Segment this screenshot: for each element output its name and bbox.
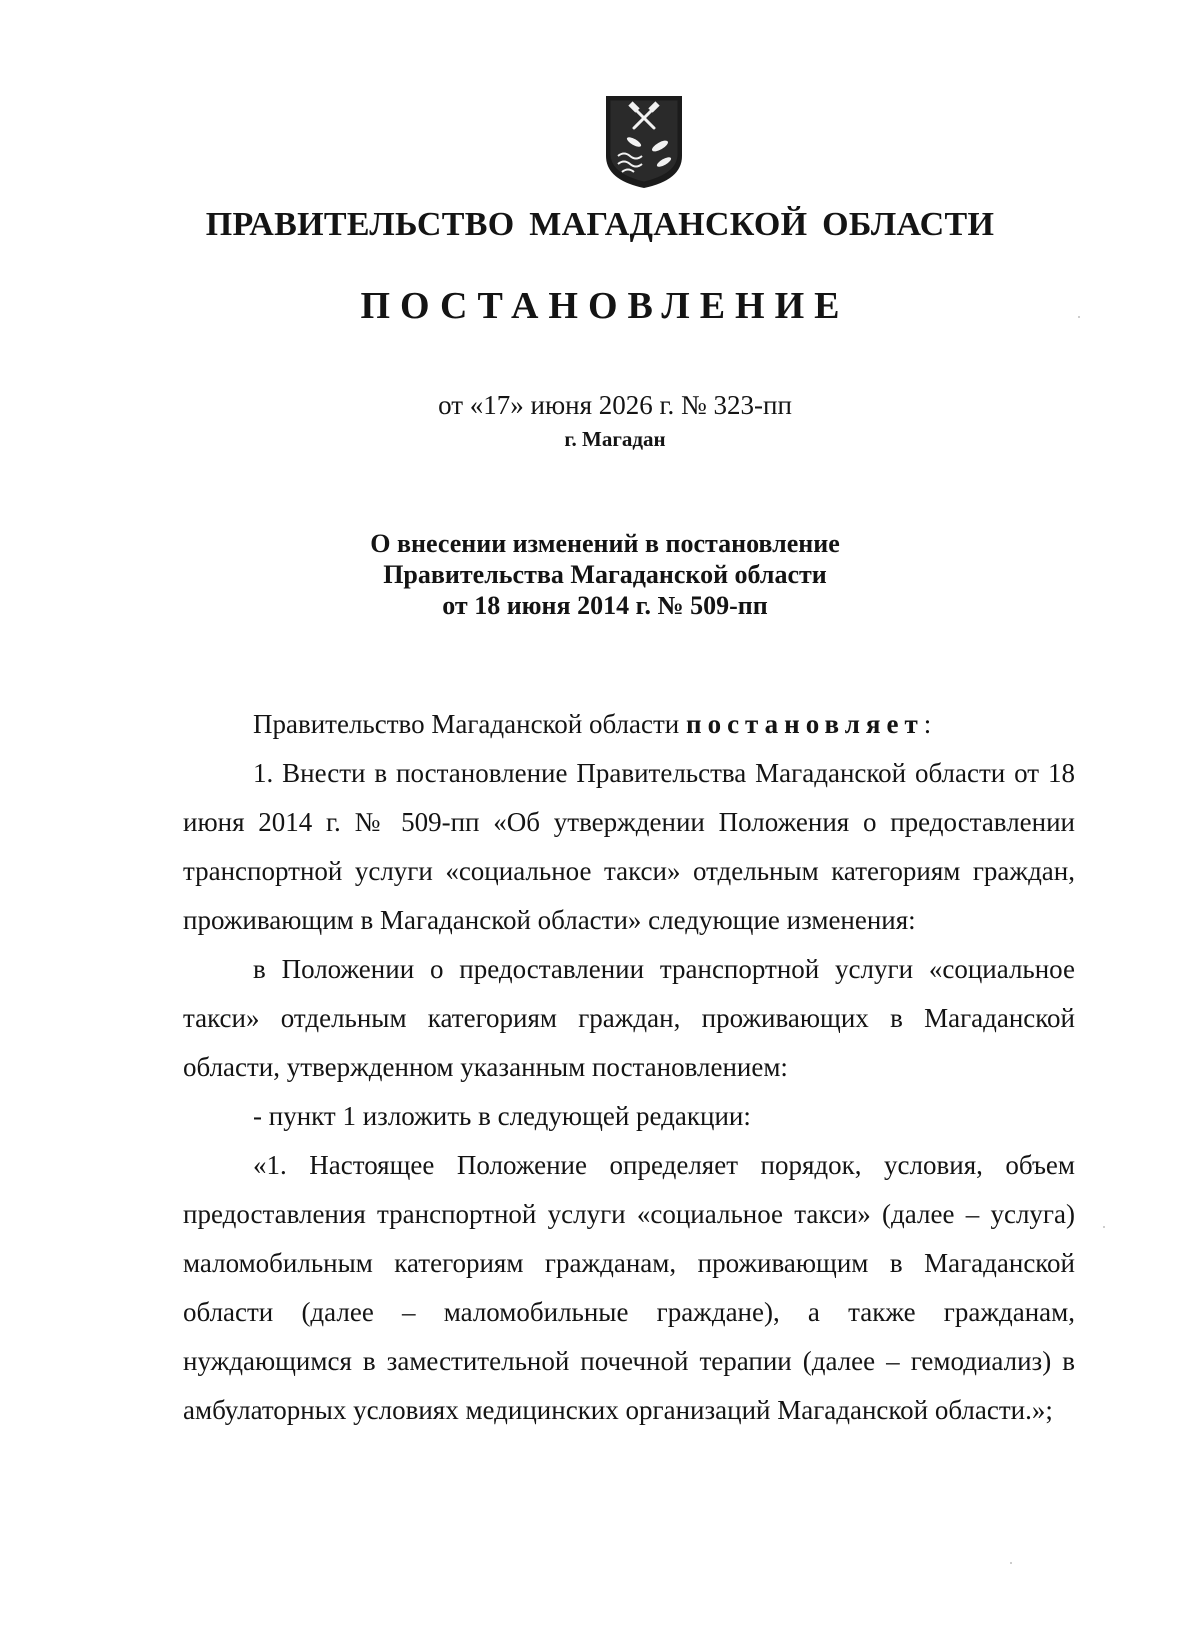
body-paragraph: «1. Настоящее Положение определяет порядок, условия, объем предоставления транспортной услуги «социальное такси» (далее – услуга) маломобильным категориям гражданам, проживающим в Магаданской области (далее – маломобильные граждане), а также гражданам, нуждающимся в заместительной почечной терапии (далее – гемодиализ) в амбулаторных условиях медицинских организаций Магаданской области.»;	[183, 1150, 1075, 1425]
resolution-verb: постановляет	[686, 709, 924, 739]
subject-heading	[0, 528, 1200, 621]
subject-line: от 18 июня 2014 г. № 509-пп	[442, 591, 768, 620]
body-paragraph: - пункт 1 изложить в следующей редакции:	[253, 1101, 751, 1131]
scan-speck	[1103, 1226, 1105, 1228]
body-paragraph: в Положении о предоставлении транспортной услуги «социальное такси» отдельным категориям граждан, проживающих в Магаданской области, утвержденном указанным постановлением:	[183, 954, 1075, 1082]
subject-line: О внесении изменений в постановление	[370, 529, 840, 558]
subject-line: Правительства Магаданской области	[383, 560, 827, 589]
preamble-text: Правительство Магаданской области	[253, 709, 687, 739]
scan-speck	[1010, 1562, 1012, 1564]
body-paragraph: 1. Внести в постановление Правительства Магаданской области от 18 июня 2014 г. № 509-пп «Об утверждении Положения о предоставлении транспортной услуги «социальное такси» отдельным категориям граждан, проживающим в Магаданской области» следующие изменения:	[183, 758, 1075, 935]
coat-of-arms-icon	[604, 94, 684, 190]
document-body	[183, 700, 1075, 1435]
document-type-heading: ПОСТАНОВЛЕНИЕ	[360, 285, 850, 327]
date-and-number: от «17» июня 2026 г. № 323-пп	[438, 390, 792, 420]
scan-speck	[1078, 316, 1080, 318]
preamble-paragraph	[183, 700, 1075, 749]
city-name: г. Магадан	[564, 427, 666, 451]
organization-title: ПРАВИТЕЛЬСТВО МАГАДАНСКОЙ ОБЛАСТИ	[205, 206, 995, 243]
preamble-colon: :	[923, 709, 932, 739]
